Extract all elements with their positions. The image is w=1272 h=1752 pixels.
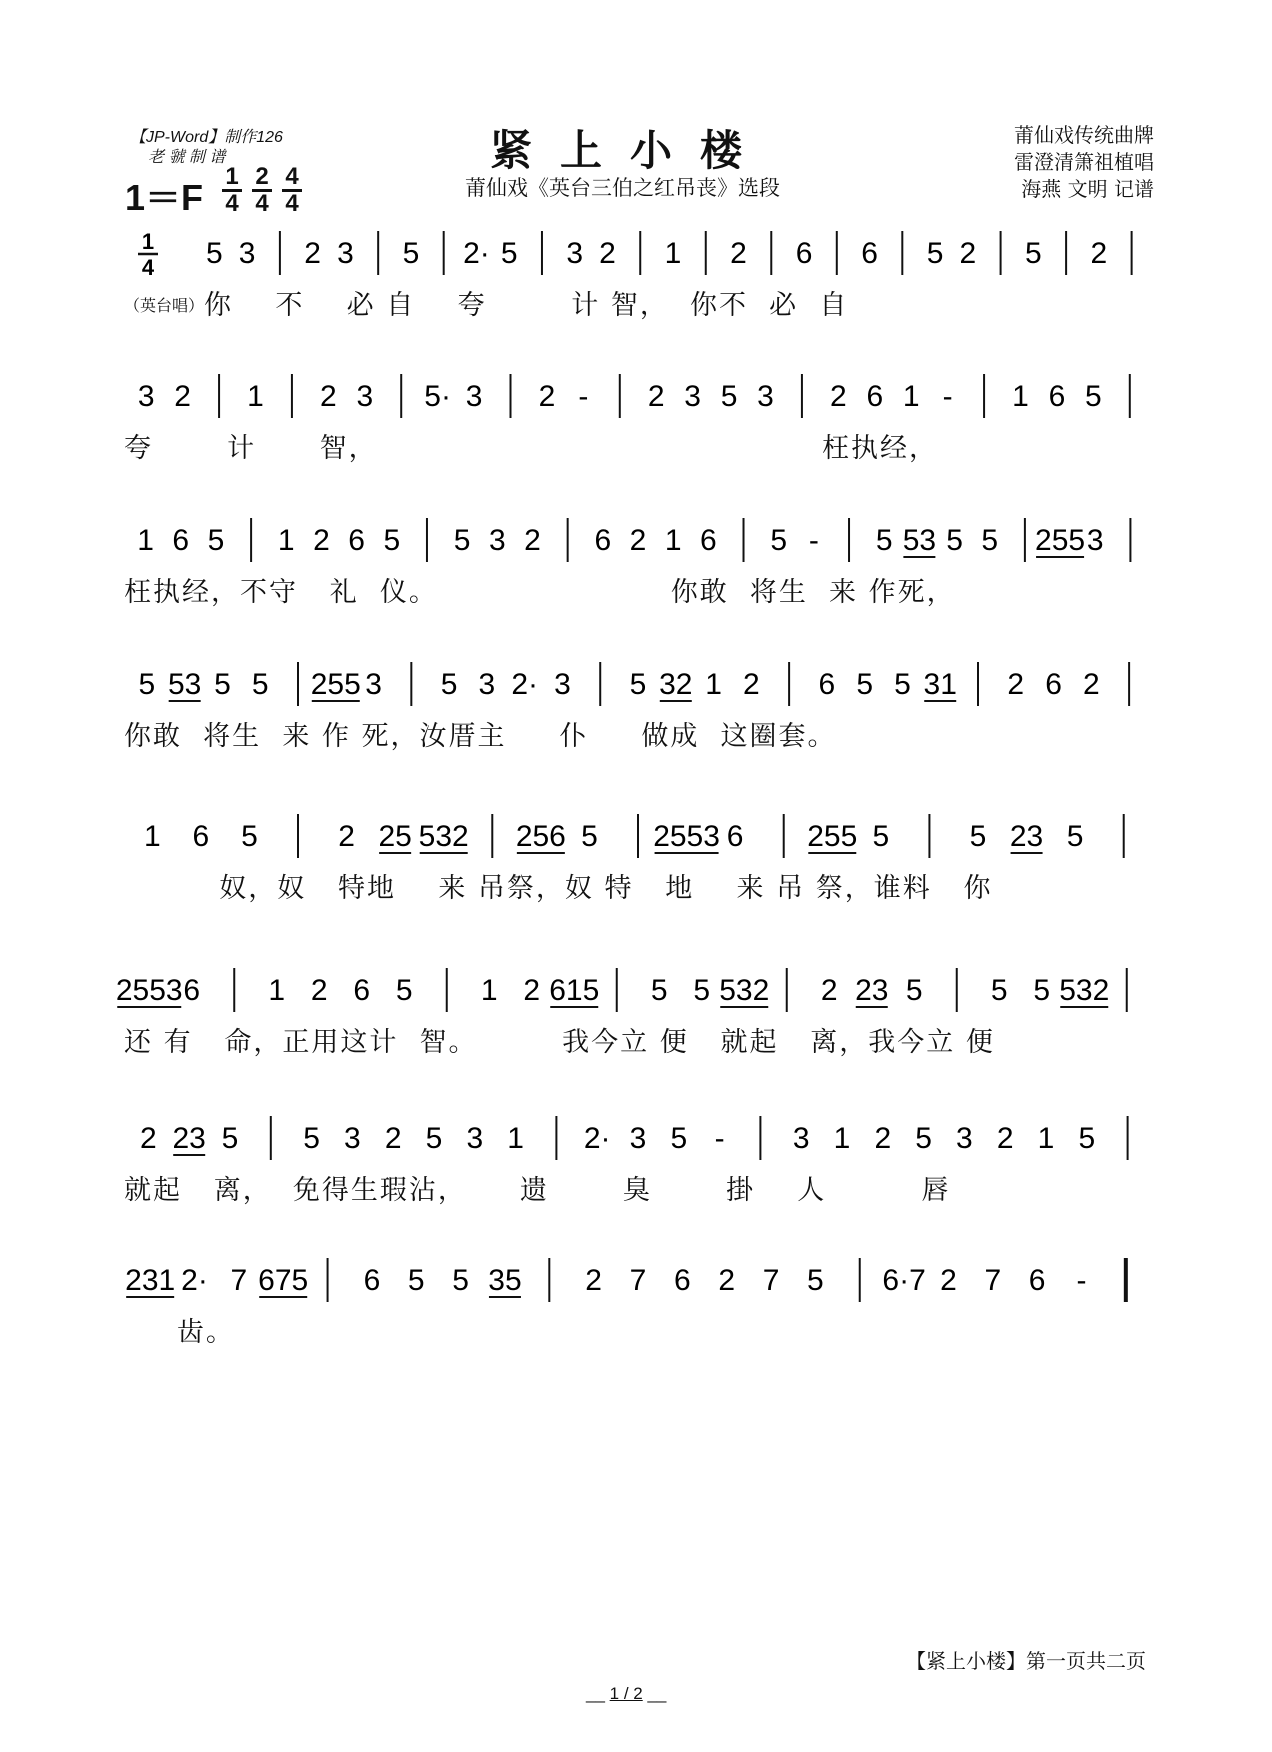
note: 2· xyxy=(583,1122,611,1155)
note: 256 xyxy=(515,820,566,853)
note: 1 xyxy=(268,974,286,1007)
note: 2· xyxy=(511,668,539,701)
note: 615 xyxy=(549,974,600,1007)
note: 5 xyxy=(440,668,458,701)
note: 3 xyxy=(554,668,571,701)
note: 6 xyxy=(674,1264,691,1297)
note: 5 xyxy=(383,524,401,557)
note: 5 xyxy=(969,820,987,853)
note: 5 xyxy=(946,524,963,557)
note: 5 xyxy=(915,1122,932,1155)
note: 6 xyxy=(353,974,371,1007)
note: 5 xyxy=(1033,974,1051,1007)
inline-meter: 1 xyxy=(141,229,155,254)
note: 5 xyxy=(770,524,788,557)
lyrics-text: 夸 计 智， 枉执经， xyxy=(124,433,939,464)
note: - xyxy=(714,1122,725,1155)
note: 3 xyxy=(344,1122,361,1155)
note: 6 xyxy=(363,1264,381,1297)
note: 1 xyxy=(143,820,161,853)
note: 5 xyxy=(981,524,999,557)
note: 2 xyxy=(647,380,665,413)
note: 532 xyxy=(1059,974,1110,1007)
note: 2 xyxy=(585,1264,602,1297)
lyrics-line xyxy=(124,1020,995,1059)
note: 2 xyxy=(830,380,847,413)
lyrics-line xyxy=(124,283,848,322)
lyrics-text: 枉执经，不守 礼 仪。 你敢 将生 来 作死， xyxy=(124,577,956,608)
note: 5 xyxy=(214,668,231,701)
note: 2 xyxy=(1082,668,1100,701)
note: 6 xyxy=(1048,380,1066,413)
note: 5 xyxy=(207,524,225,557)
note: 2 xyxy=(820,974,838,1007)
lyrics-line xyxy=(124,714,837,753)
note: 3 xyxy=(1086,524,1104,557)
note: 5 xyxy=(206,237,223,270)
inline-meter: 4 xyxy=(141,255,155,280)
maker-block xyxy=(130,128,283,168)
note: 2 xyxy=(523,974,541,1007)
note: 1 xyxy=(480,974,498,1007)
note: 5 xyxy=(720,380,738,413)
note: 2 xyxy=(313,524,330,557)
note: 6 xyxy=(726,820,744,853)
note: 532 xyxy=(719,974,770,1007)
note: 3 xyxy=(629,1122,647,1155)
note: 23 xyxy=(172,1122,206,1155)
note: 31 xyxy=(923,668,957,701)
notes-staff xyxy=(0,1110,1272,1170)
note: 6 xyxy=(348,524,365,557)
note: 231 xyxy=(125,1264,176,1297)
note: 2 xyxy=(310,974,328,1007)
maker-line-2: 老 虢 制 谱 xyxy=(148,149,226,166)
score-line xyxy=(0,656,1272,716)
score-line xyxy=(0,808,1272,868)
page-subtitle: 莆仙戏《英台三伯之红吊丧》选段 xyxy=(465,176,780,200)
note: 7 xyxy=(984,1264,1002,1297)
note: 2 xyxy=(629,524,647,557)
note: 23 xyxy=(855,974,889,1007)
note: 5 xyxy=(581,820,598,853)
note: 3 xyxy=(956,1122,973,1155)
note: 1 xyxy=(247,380,264,413)
note: 2 xyxy=(996,1122,1014,1155)
note: 1 xyxy=(277,524,295,557)
time-signatures xyxy=(222,163,302,217)
score-line xyxy=(0,512,1272,572)
credit-line-3: 海燕 文明 记谱 xyxy=(1021,177,1154,201)
note: 532 xyxy=(418,820,469,853)
lyrics-text: 你 不 必 自 夸 计 智， 你不 必 自 xyxy=(204,290,849,321)
lyrics-line xyxy=(124,866,992,905)
note: - xyxy=(808,524,819,557)
note: 2 xyxy=(338,820,355,853)
note: 255 xyxy=(310,668,361,701)
meter-1: $\frac{1}{4}$ xyxy=(222,166,242,215)
score-line xyxy=(0,225,1272,285)
note: 5 xyxy=(1066,820,1084,853)
score-line xyxy=(0,962,1272,1022)
note: 1 xyxy=(833,1122,851,1155)
note: 5 xyxy=(425,1122,443,1155)
notes-staff xyxy=(0,225,1272,285)
notes-staff xyxy=(0,962,1272,1022)
note: 5 xyxy=(807,1264,824,1297)
credit-line-2: 雷澄清箫祖植唱 xyxy=(1014,150,1154,174)
score-line xyxy=(0,1252,1272,1312)
note: 5 xyxy=(650,974,668,1007)
note: 5 xyxy=(221,1122,239,1155)
note: 7 xyxy=(762,1264,780,1297)
note: 3 xyxy=(137,380,155,413)
note: 5 xyxy=(500,237,518,270)
note: 675 xyxy=(258,1264,309,1297)
note: 6 xyxy=(818,668,836,701)
note: 5 xyxy=(241,820,258,853)
lyrics-line xyxy=(124,1168,951,1207)
note: 1 xyxy=(705,668,722,701)
note: 2 xyxy=(320,380,337,413)
credit-line-1: 莆仙戏传统曲牌 xyxy=(1014,123,1154,147)
note: 5 xyxy=(670,1122,688,1155)
score-line xyxy=(0,1110,1272,1170)
footer-label: 【紧上小楼】第一页共二页 xyxy=(906,1651,1146,1673)
note: 2553 xyxy=(653,820,720,853)
notes-staff xyxy=(0,808,1272,868)
lyrics-line xyxy=(124,570,956,609)
note: 1 xyxy=(1037,1122,1055,1155)
note: 6 xyxy=(192,820,210,853)
note: 6 xyxy=(183,974,201,1007)
note: 5 xyxy=(629,668,647,701)
notes-staff xyxy=(0,656,1272,716)
note: 6 xyxy=(172,524,190,557)
note: 2· xyxy=(463,237,490,270)
note: 5 xyxy=(453,524,471,557)
note: 5 xyxy=(872,820,890,853)
note: 2 xyxy=(174,380,191,413)
credits xyxy=(1014,122,1154,203)
note: 5 xyxy=(138,668,156,701)
note: 6·7 xyxy=(882,1264,926,1297)
note: 2 xyxy=(718,1264,736,1297)
note: - xyxy=(1076,1264,1087,1297)
note: 6 xyxy=(1028,1264,1046,1297)
note: 2 xyxy=(524,524,541,557)
note: 3 xyxy=(465,380,483,413)
note: 3 xyxy=(238,237,256,270)
note: 5 xyxy=(856,668,874,701)
note: 5 xyxy=(1078,1122,1096,1155)
lyrics-line xyxy=(124,426,938,465)
lyrics-text: 还 有 命，正用这计 智。 我今立 便 就起 离，我今立 便 xyxy=(124,1027,995,1058)
note: 5 xyxy=(1025,237,1042,270)
note: 6 xyxy=(866,380,884,413)
note: 3 xyxy=(356,380,374,413)
notes-staff xyxy=(0,368,1272,428)
notes-staff xyxy=(0,1252,1272,1312)
note: 3 xyxy=(566,237,584,270)
lyrics-text: 你敢 将生 来 作 死，汝厝主 仆 做成 这圈套。 xyxy=(124,721,837,752)
key-signature: 1＝F xyxy=(125,177,204,218)
note: 2 xyxy=(304,237,321,270)
note: 255 xyxy=(1035,524,1086,557)
note: 2 xyxy=(140,1122,157,1155)
note: 3 xyxy=(757,380,774,413)
note: 2 xyxy=(599,237,616,270)
meter-3: $\frac{4}{4}$ xyxy=(282,166,302,215)
lyrics-text: 就起 离， 免得生瑕沾， 遗 臭 掛 人 唇 xyxy=(124,1175,951,1206)
note: 6 xyxy=(700,524,717,557)
note: 3 xyxy=(488,524,506,557)
note: 5 xyxy=(990,974,1008,1007)
note: 2 xyxy=(1007,668,1025,701)
note: 1 xyxy=(664,524,682,557)
note: 5 xyxy=(894,668,911,701)
note: 2· xyxy=(181,1264,208,1297)
note: 2 xyxy=(538,380,556,413)
note: 5· xyxy=(424,380,451,413)
note: 3 xyxy=(684,380,701,413)
note: 2 xyxy=(384,1122,402,1155)
note: 23 xyxy=(1009,820,1044,853)
maker-line-1: 【JP-Word】制作126 xyxy=(130,129,283,146)
note: 2553 xyxy=(115,974,183,1007)
note: 5 xyxy=(905,974,923,1007)
note: 255 xyxy=(807,820,858,853)
note: 6 xyxy=(1045,668,1062,701)
note: 32 xyxy=(659,668,693,701)
note: 2 xyxy=(730,237,747,270)
score-line xyxy=(0,368,1272,428)
note: 5 xyxy=(251,668,269,701)
note: 1 xyxy=(507,1122,524,1155)
note: 3 xyxy=(792,1122,810,1155)
note: 5 xyxy=(875,524,893,557)
lyrics-line xyxy=(124,1310,235,1349)
note: 5 xyxy=(395,974,413,1007)
note: 5 xyxy=(303,1122,320,1155)
note: 3 xyxy=(478,668,496,701)
note: - xyxy=(942,380,953,413)
note: 5 xyxy=(1085,380,1102,413)
page-number: __ 1 / 2 __ xyxy=(586,1684,667,1703)
note: 6 xyxy=(861,237,878,270)
singer-label: （英台唱） xyxy=(124,296,205,315)
notes-staff xyxy=(0,512,1272,572)
note: 7 xyxy=(629,1264,647,1297)
note: 2 xyxy=(874,1122,892,1155)
note: 5 xyxy=(402,237,420,270)
note: 1 xyxy=(902,380,920,413)
note: 5 xyxy=(452,1264,469,1297)
note: 1 xyxy=(1012,380,1029,413)
note: 6 xyxy=(594,524,612,557)
note: 2 xyxy=(959,237,977,270)
note: 3 xyxy=(365,668,382,701)
note: 3 xyxy=(466,1122,484,1155)
note: 1 xyxy=(137,524,154,557)
note: 2 xyxy=(1090,237,1108,270)
page-title: 紧上小楼 xyxy=(490,126,771,175)
note: 5 xyxy=(693,974,711,1007)
meter-2: $\frac{2}{4}$ xyxy=(252,166,272,215)
note: 5 xyxy=(407,1264,425,1297)
note: 3 xyxy=(337,237,354,270)
note: 1 xyxy=(664,237,682,270)
note: 2 xyxy=(940,1264,957,1297)
lyrics-text: 奴，奴 特地 来 吊祭，奴 特 地 来 吊 祭，谁料 你 xyxy=(124,873,993,904)
note: 7 xyxy=(230,1264,248,1297)
note: 53 xyxy=(902,524,937,557)
note: 35 xyxy=(488,1264,522,1297)
note: 2 xyxy=(742,668,760,701)
note: 5 xyxy=(926,237,944,270)
note: 53 xyxy=(167,668,202,701)
note: 6 xyxy=(795,237,813,270)
lyrics-text: 齿。 xyxy=(124,1317,235,1348)
note: 25 xyxy=(378,820,412,853)
note: - xyxy=(578,380,589,413)
